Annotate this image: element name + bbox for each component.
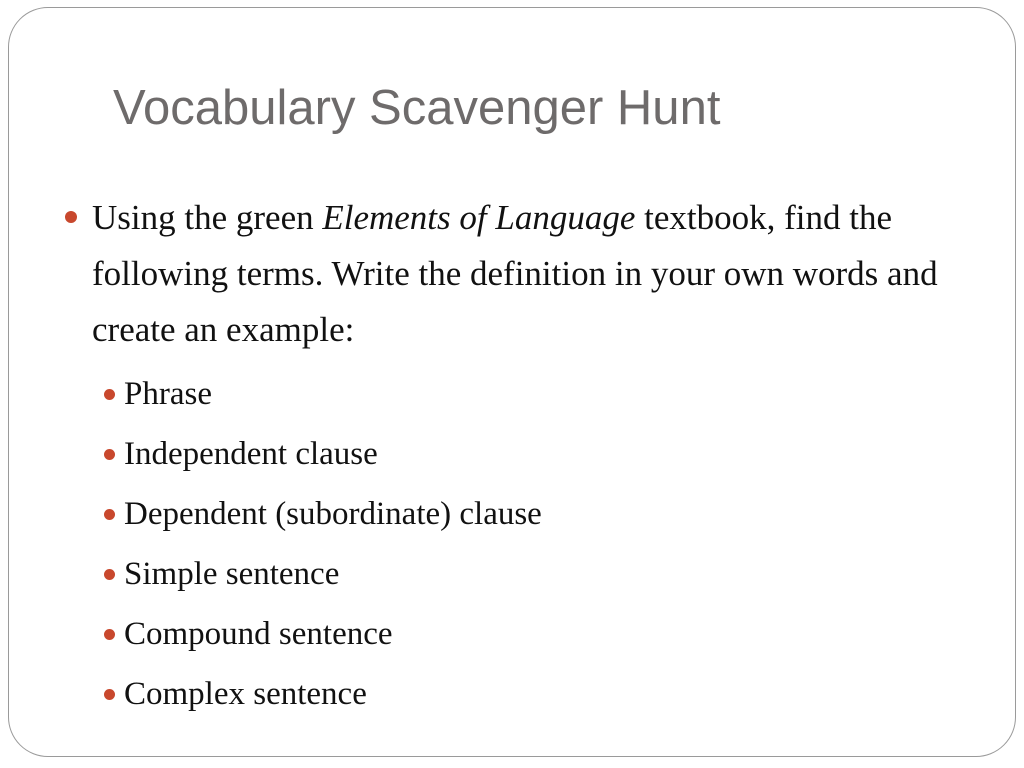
main-bullet	[92, 190, 952, 358]
term-label: Independent clause	[124, 436, 378, 472]
term-label: Compound sentence	[124, 616, 393, 652]
textbook-title: Elements of Language	[322, 198, 636, 237]
slide-title: Vocabulary Scavenger Hunt	[113, 81, 721, 135]
list-item	[124, 544, 952, 604]
bullet-icon	[104, 689, 115, 700]
bullet-icon	[104, 569, 115, 580]
main-bullet-text	[92, 198, 938, 349]
list-item	[124, 664, 952, 724]
bullet-icon	[65, 211, 77, 223]
main-bullet-text-before: Using the green	[92, 198, 323, 237]
list-item	[124, 364, 952, 424]
terms-list	[92, 364, 952, 724]
main-bullet-text-after: textbook, find the following terms. Write the definition in your own words and create an example:	[92, 198, 938, 349]
list-item	[124, 484, 952, 544]
slide-body	[92, 190, 952, 724]
term-label: Complex sentence	[124, 676, 367, 712]
term-label: Dependent (subordinate) clause	[124, 496, 542, 532]
bullet-icon	[104, 509, 115, 520]
term-label: Phrase	[124, 376, 212, 412]
bullet-icon	[104, 449, 115, 460]
bullet-icon	[104, 629, 115, 640]
list-item	[124, 604, 952, 664]
list-item	[124, 424, 952, 484]
bullet-icon	[104, 389, 115, 400]
term-label: Simple sentence	[124, 556, 340, 592]
